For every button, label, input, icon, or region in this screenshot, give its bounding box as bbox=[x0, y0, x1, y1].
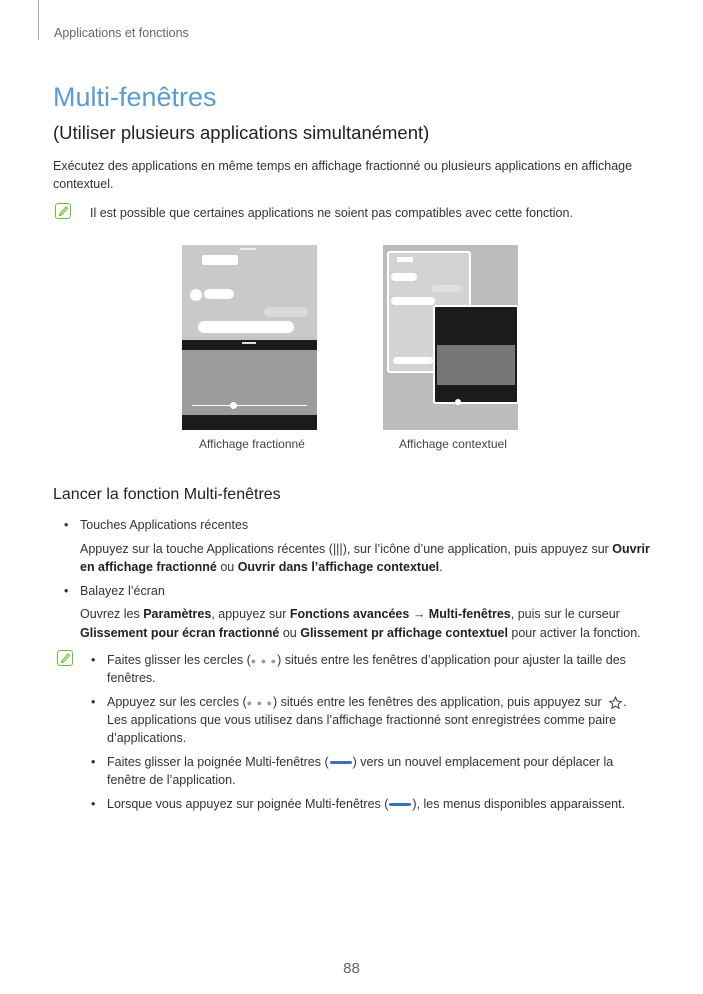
note-compat: Il est possible que certaines applications ne soient pas compatibles avec cette fonction. bbox=[90, 206, 573, 220]
caption-popup: Affichage contextuel bbox=[399, 437, 507, 451]
split-view-illustration bbox=[182, 245, 317, 430]
circles-icon: ● ● ● bbox=[246, 697, 273, 708]
note-dot: • bbox=[91, 695, 96, 709]
note-resize-2: fenêtres. bbox=[107, 671, 156, 685]
section-heading: Lancer la fonction Multi-fenêtres bbox=[53, 486, 281, 503]
recent-apps-icon: ||| bbox=[332, 542, 343, 556]
bullet-swipe-label: Balayez l’écran bbox=[80, 584, 165, 598]
circles-icon: ● ● ● bbox=[250, 655, 278, 666]
caption-split: Affichage fractionné bbox=[199, 437, 305, 451]
note-move-1: Faites glisser la poignée Multi-fenêtres ( ) vers un nouvel emplacement pour déplacer la bbox=[107, 755, 614, 769]
note-icon bbox=[57, 650, 73, 666]
note-move-2: fenêtre de l’application. bbox=[107, 773, 236, 787]
bullet-recent-apps-label: Touches Applications récentes bbox=[80, 518, 249, 532]
intro-line-1: Exécutez des applications en même temps en affichage fractionné ou plusieurs applications en affichage bbox=[53, 159, 633, 173]
note-pair-3: d’applications. bbox=[107, 731, 187, 745]
bullet-swipe-text-1: Ouvrez les Paramètres, appuyez sur Fonctions avancées → Multi-fenêtres, puis sur le curseur bbox=[80, 607, 620, 621]
handle-icon bbox=[330, 761, 352, 764]
note-pair-1: Appuyez sur les cercles (● ● ●) situés entre les fenêtres des application, puis appuyez sur . bbox=[107, 693, 627, 712]
bullet-recent-apps-text-2: en affichage fractionné ou Ouvrir dans l’affichage contextuel. bbox=[80, 560, 443, 574]
intro-line-2: contextuel. bbox=[53, 177, 114, 191]
handle-icon bbox=[389, 803, 411, 806]
note-icon bbox=[55, 203, 71, 219]
note-menu: Lorsque vous appuyez sur poignée Multi-fenêtres ( ), les menus disponibles apparaissent. bbox=[107, 797, 626, 811]
note-dot: • bbox=[91, 653, 96, 667]
note-dot: • bbox=[91, 755, 96, 769]
note-dot: • bbox=[91, 797, 96, 811]
bullet-recent-apps-text-1: Appuyez sur la touche Applications récentes (|||), sur l’icône d’une application, puis appuyez sur Ouvrir bbox=[80, 542, 650, 556]
bullet-dot: • bbox=[64, 584, 69, 598]
bullet-swipe-text-2: Glissement pour écran fractionné ou Glissement pr affichage contextuel pour activer la fonction. bbox=[80, 626, 641, 640]
star-icon bbox=[608, 696, 623, 710]
section-header: Applications et fonctions bbox=[54, 26, 189, 40]
bullet-dot: • bbox=[64, 518, 69, 532]
page-title: Multi-fenêtres bbox=[53, 82, 217, 112]
page-subtitle: (Utiliser plusieurs applications simultanément) bbox=[53, 122, 430, 143]
popup-view-illustration bbox=[383, 245, 518, 430]
note-resize-1: Faites glisser les cercles (● ● ●) situés entre les fenêtres d’application pour ajuster la taille des bbox=[107, 651, 626, 670]
note-pair-2: Les applications que vous utilisez dans l’affichage fractionné sont enregistrées comme paire bbox=[107, 713, 617, 727]
header-rule bbox=[38, 0, 39, 40]
page-number: 88 bbox=[343, 960, 360, 977]
